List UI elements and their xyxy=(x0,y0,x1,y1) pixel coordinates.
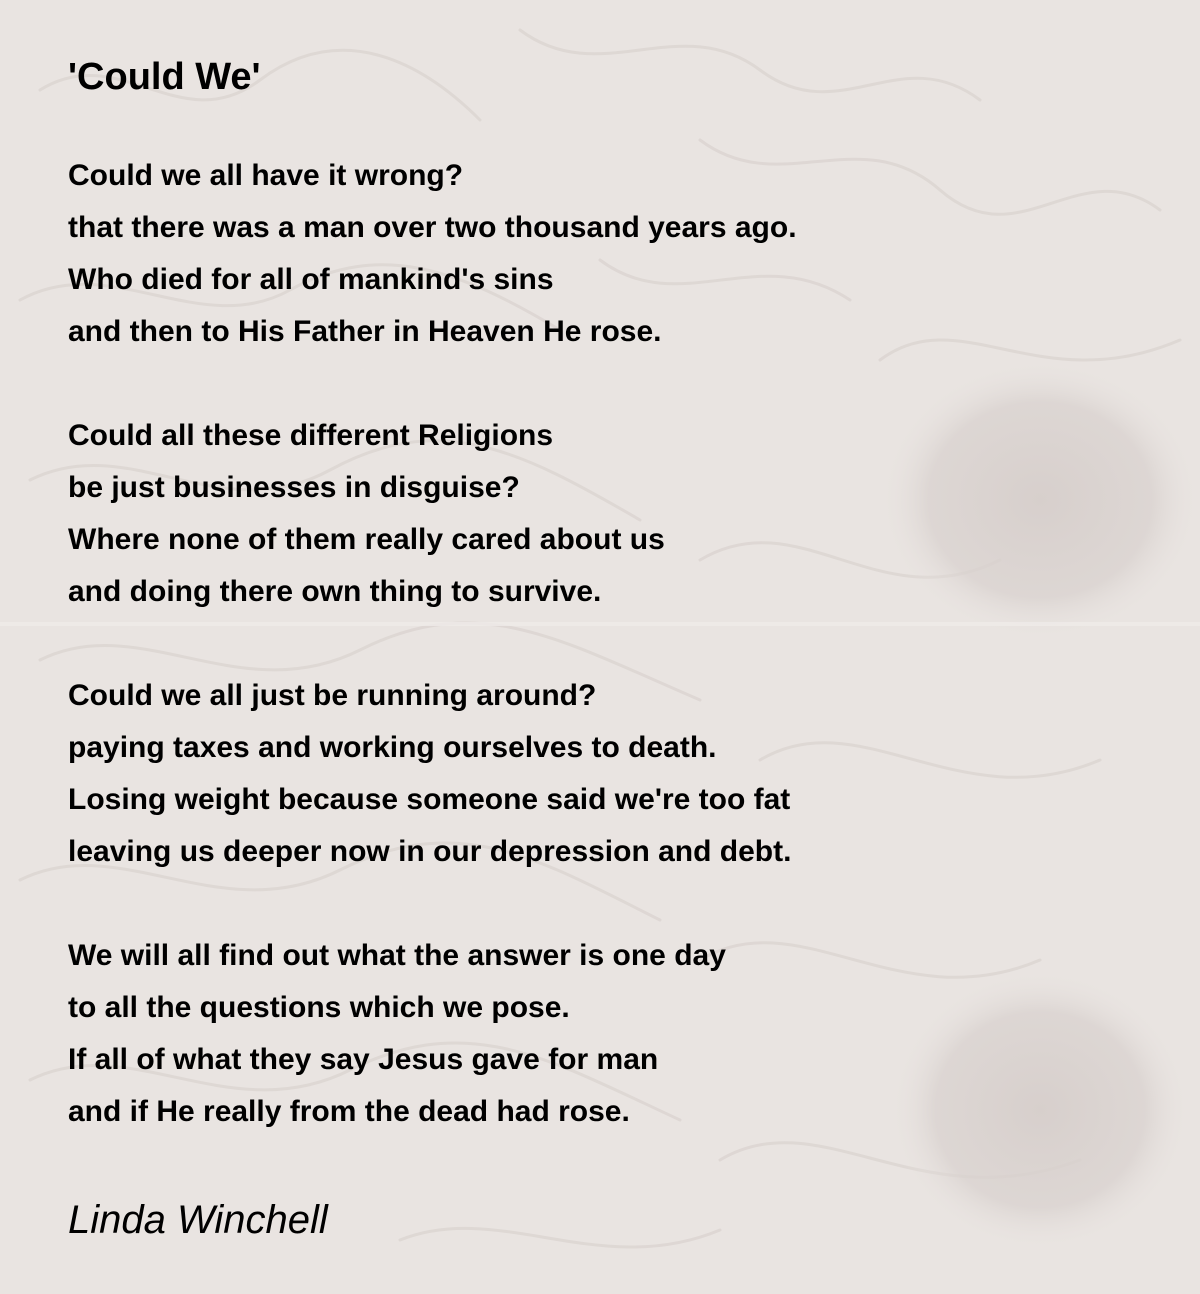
poem-line: and then to His Father in Heaven He rose. xyxy=(68,315,662,348)
poem-line: paying taxes and working ourselves to death. xyxy=(68,731,717,764)
poem-line: and doing there own thing to survive. xyxy=(68,575,602,608)
stanza-4 xyxy=(68,930,1068,1138)
poem-line: Could we all have it wrong? xyxy=(68,159,464,192)
poem-line: to all the questions which we pose. xyxy=(68,991,570,1024)
poem-title: 'Could We' xyxy=(68,56,261,98)
stanza-1 xyxy=(68,150,1068,358)
poem-line: Could we all just be running around? xyxy=(68,679,597,712)
poem-line: Where none of them really cared about us xyxy=(68,523,665,556)
poem-line: If all of what they say Jesus gave for man xyxy=(68,1043,659,1076)
poem-author: Linda Winchell xyxy=(68,1198,328,1242)
poem-line: that there was a man over two thousand years ago. xyxy=(68,211,797,244)
poem-line: and if He really from the dead had rose. xyxy=(68,1095,630,1128)
stanza-3 xyxy=(68,670,1068,878)
poem-line: Could all these different Religions xyxy=(68,419,554,452)
poem-body xyxy=(68,150,1068,1190)
poem-line: Who died for all of mankind's sins xyxy=(68,263,554,296)
poem-line: Losing weight because someone said we're too fat xyxy=(68,783,791,816)
stanza-2 xyxy=(68,410,1068,618)
poem-line: be just businesses in disguise? xyxy=(68,471,520,504)
poem-line: leaving us deeper now in our depression and debt. xyxy=(68,835,792,868)
poem-line: We will all find out what the answer is one day xyxy=(68,939,726,972)
